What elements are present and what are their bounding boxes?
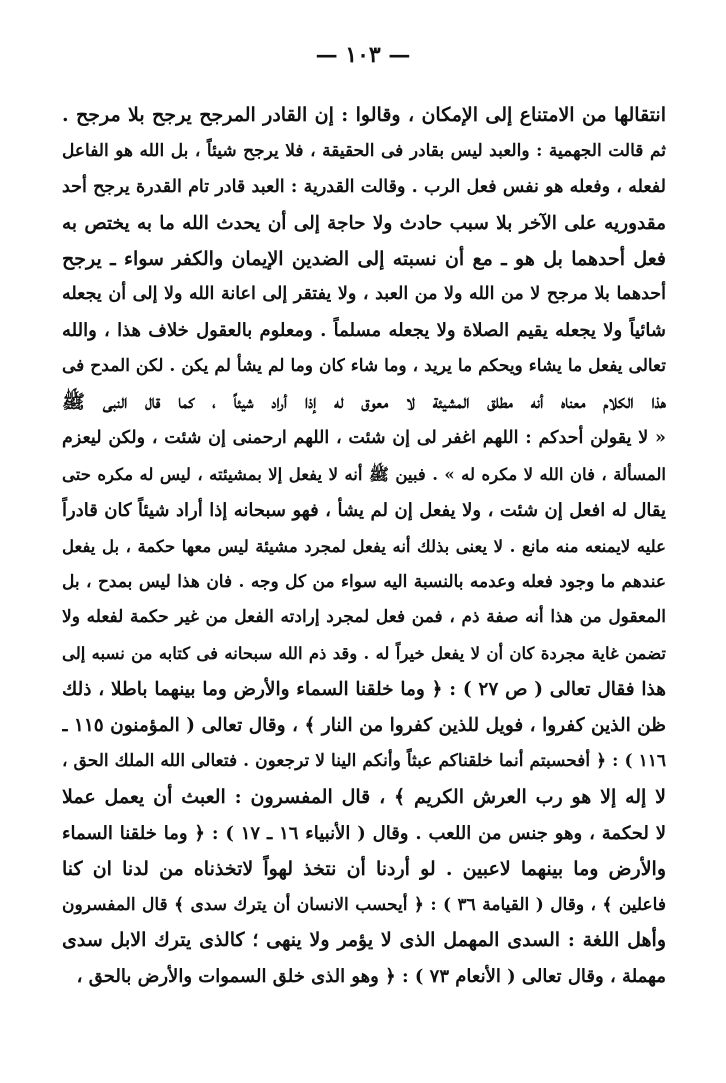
text-line: فاعلين ﴾ ، وقال ( القيامة ٣٦ ) : ﴿ أيحسب الانسان أن يترك سدى ﴾ قال المفسرون [62, 894, 666, 915]
text-line: مقدوريه على الآخر بلا سبب حادث ولا حاجة إلى أن يحدث الله ما به يختص به [62, 212, 666, 234]
text-line: والأرض وما بينهما لاعبين . لو أردنا أن نتخذ لهواً لاتخذناه من لدنا ان كنا [62, 857, 666, 880]
body-text [62, 98, 666, 995]
text-line: لفعله ، وفعله هو نفس فعل الرب . وقالت القدرية : العبد قادر تام القدرة يرجح أحد [62, 176, 666, 197]
text-line: « لا يقولن أحدكم : اللهم اغفر لى إن شئت ، اللهم ارحمنى إن شئت ، ولكن ليعزم [62, 428, 666, 449]
text-line: تضمن غاية مجردة كان أن لا يفعل خيراً له . وقد ذم الله سبحانه فى كتابه من نسبه إلى [62, 644, 666, 664]
text-line: شائياً ولا يجعله يقيم الصلاة ولا يجعله مسلماً . ومعلوم بالعقول خلاف هذا ، والله [62, 320, 666, 342]
text-line: أحدهما بلا مرجح لا من الله ولا من العبد ، ولا يفتقر إلى اعانة الله ولا إلى أن يجعله [62, 284, 666, 305]
text-line: مهملة ، وقال تعالى ( الأنعام ٧٣ ) : ﴿ وهو الذى خلق السموات والأرض بالحق ، [76, 966, 666, 988]
text-line: وأهل اللغة : السدى المهمل الذى لا يؤمر ولا ينهى ؛ كالذى يترك الابل سدى [62, 929, 666, 952]
text-line: لا إله إلا هو رب العرش الكريم ﴾ ، قال المفسرون : العبث أن يعمل عملا [62, 785, 666, 808]
text-line: ١١٦ ) : ﴿ أفحسبتم أنما خلقناكم عبثاً وأنكم الينا لا ترجعون . فتعالى الله الملك الحق ، [62, 751, 666, 772]
text-line: عندهم ما وجود فعله وعدمه بالنسبة اليه سواء من كل وجه . فان هذا ليس بمدح ، بل [62, 571, 666, 592]
text-line: لا لحكمة ، وهو جنس من اللعب . وقال ( الأنبياء ١٦ ـ ١٧ ) : ﴿ وما خلقنا السماء [62, 822, 666, 844]
text-line: ثم قالت الجهمية : والعبد ليس بقادر فى الحقيقة ، فلا يرجح شيئاً ، بل الله هو الفاعل [62, 140, 666, 161]
page-number: — ١٠٣ — [315, 42, 411, 68]
text-line: هذا الكلام معناه أنه مطلق المشيئة لا معوق له إذا أراد شيئاً ، كما قال النبى ﷺ [62, 391, 666, 414]
text-line: ظن الذين كفروا ، فويل للذين كفروا من النار ﴾ ، وقال تعالى ( المؤمنون ١١٥ ـ [62, 715, 666, 737]
text-line: المسألة ، فان الله لا مكره له » . فبين ﷺ أنه لا يفعل إلا بمشيئته ، ليس له مكره حتى [62, 464, 666, 484]
text-line: المعقول من هذا أنه صفة ذم ، فمن فعل لمجرد إرادته الفعل من غير حكمة لفعله ولا [62, 607, 666, 628]
text-line: تعالى يفعل ما يشاء ويحكم ما يريد ، وما شاء كان وما لم يشأ لم يكن . لكن المدح فى [62, 356, 666, 377]
text-line: يقال له افعل إن شئت ، ولا يفعل إن لم يشأ ، فهو سبحانه إذا أراد شيئاً كان قادراً [62, 499, 666, 521]
text-line: هذا فقال تعالى ( ص ٢٧ ) : ﴿ وما خلقنا السماء والأرض وما بينهما باطلا ، ذلك [62, 679, 666, 701]
text-line: فعل أحدهما بل هو ـ مع أن نسبته إلى الضدين الإيمان والكفر سواء ـ يرجح [62, 247, 666, 270]
text-line: عليه لايمنعه منه مانع . لا يعنى بذلك أنه يفعل لمجرد مشيئة ليس معها حكمة ، بل يفعل [62, 536, 666, 556]
text-line: انتقالها من الامتناع إلى الإمكان ، وقالوا : إن القادر المرجح يرجح بلا مرجح . [62, 104, 666, 126]
